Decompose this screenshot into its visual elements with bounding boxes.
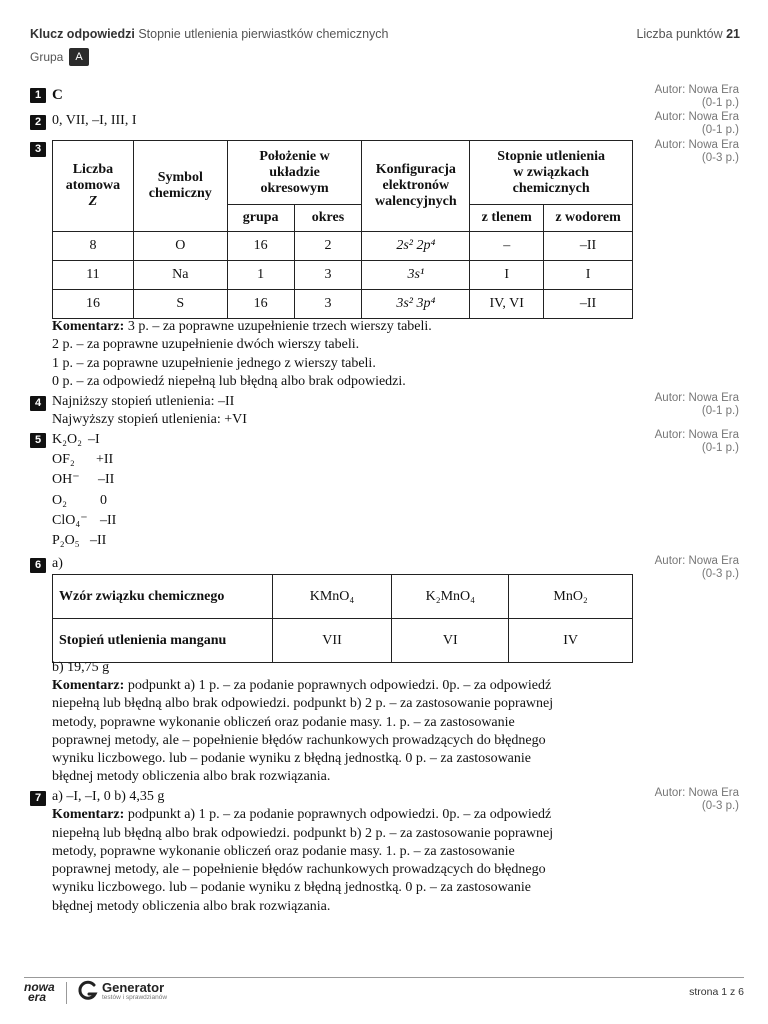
question-number: 4 [30,396,46,411]
table-row: 8 O 16 2 2s² 2p⁴ – –II [53,232,633,261]
header-with-hydrogen: z wodorem [544,205,633,232]
q6-part-a: a) [52,556,63,571]
manganese-table [52,574,633,663]
question-number: 2 [30,115,46,130]
header-atomic-number: Liczba atomowa Z [53,141,134,232]
generator-logo: Generator testów i sprawdzianów [78,980,167,1002]
document-title: Klucz odpowiedzi Stopnie utlenienia pierwiastków chemicznych [30,27,389,41]
answer-q2: 0, VII, –I, III, I [52,113,137,128]
header-with-oxygen: z tlenem [470,205,544,232]
question-number: 5 [30,433,46,448]
author-q1: Autor: Nowa Era (0-1 p.) [654,84,739,109]
answer-q4: Najniższy stopień utlenienia: –II Najwyższy stopień utlenienia: +VI [52,394,247,428]
table-row: Wzór związku chemicznego KMnO₄ K₂MnO₄ MnO₂ [53,575,633,619]
header-symbol: Symbol chemiczny [133,141,227,232]
question-number: 6 [30,558,46,573]
question-number: 1 [30,88,46,103]
header-configuration: Konfiguracja elektronów walencyjnych [362,141,470,232]
author-q2: Autor: Nowa Era (0-1 p.) [654,111,739,136]
table-row: 11 Na 1 3 3s¹ I I [53,261,633,290]
page-number: strona 1 z 6 [689,986,744,998]
q6-part-b: b) 19,75 g [52,660,110,675]
group-badge: A [69,48,88,66]
question-number: 7 [30,791,46,806]
answer-q7: a) –I, –I, 0 b) 4,35 g Komentarz: podpunkt a) 1 p. – za podanie poprawnych odpowiedzi. 0p. – za odpowiedź niepełną lub błędną albo brak odpowiedzi. podpunkt b) 2 p. – za zastosowanie poprawnej metody, poprawne wykonanie obliczeń oraz podanie masy. 1. p. – za zastosowanie poprawnej metody, ale – popełnienie błędów rachunkowych prowadzących do błędnego wyniku liczbowego. lub – podanie wyniku z błędną jednostką. 0 p. – za zastosowanie błędnej metody obliczenia albo brak rozwiązania. [52,789,554,914]
periodic-table-answer [52,140,633,319]
generator-g-icon [78,980,98,1002]
answer-q5: K₂O₂ –I OF₂ +II OH⁻ –II O₂ 0 ClO₄⁻ –II P₂O₅ –II [52,432,117,549]
author-q7: Autor: Nowa Era (0-3 p.) [654,787,739,812]
footer-divider [24,977,744,978]
author-q4: Autor: Nowa Era (0-1 p.) [654,392,739,417]
author-q5: Autor: Nowa Era (0-1 p.) [654,429,739,454]
header-period: okres [294,205,362,232]
group-indicator: Grupa A [30,48,89,66]
author-q6: Autor: Nowa Era (0-3 p.) [654,555,739,580]
author-q3: Autor: Nowa Era (0-3 p.) [654,139,739,164]
nowa-era-logo: nowa era [24,980,55,1004]
header-group: grupa [227,205,294,232]
comment-q3: Komentarz: 3 p. – za poprawne uzupełnienie trzech wierszy tabeli. 2 p. – za poprawne uzupełnienie dwóch wierszy tabeli. 1 p. – za poprawne uzupełnienie jednego z wierszy tabeli. 0 p. – za odpowiedź niepełną lub błędną albo brak odpowiedzi. [52,319,432,389]
logo-separator [66,982,67,1004]
points-total: Liczba punktów 21 [636,27,740,41]
header-position: Położenie w układzie okresowym [227,141,362,205]
table-row: Stopień utlenienia manganu VII VI IV [53,619,633,663]
table-row: 16 S 16 3 3s² 3p⁴ IV, VI –II [53,290,633,319]
header-oxidation-states: Stopnie utlenienia w związkach chemicznych [470,141,633,205]
comment-q6: Komentarz: podpunkt a) 1 p. – za podanie poprawnych odpowiedzi. 0p. – za odpowiedź niepełną lub błędną albo brak odpowiedzi. podpunkt b) 2 p. – za zastosowanie poprawnej metody, poprawne wykonanie obliczeń oraz podanie masy. 1. p. – za zastosowanie poprawnej metody, ale – popełnienie błędów rachunkowych prowadzących do błędnego wyniku liczbowego. lub – podanie wyniku z błędną jednostką. 0 p. – za zastosowanie błędnej metody obliczenia albo brak rozwiązania. [52,678,554,785]
question-number: 3 [30,142,46,157]
page-header [30,27,740,41]
answer-q1: C [52,87,63,103]
